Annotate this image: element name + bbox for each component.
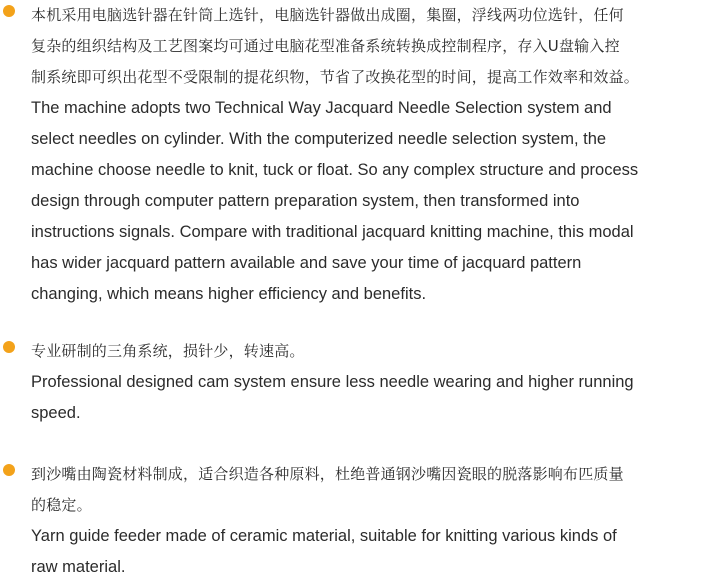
english-text-line: speed. xyxy=(31,404,81,422)
english-text-line: The machine adopts two Technical Way Jacquard Needle Selection system and xyxy=(31,99,612,117)
feature-text xyxy=(31,459,701,583)
english-text-line: raw material. xyxy=(31,558,126,576)
bullet-icon xyxy=(3,5,15,17)
feature-text xyxy=(31,0,701,310)
chinese-text-line: 的稳定。 xyxy=(31,496,92,514)
chinese-text-line: 到沙嘴由陶瓷材料制成，适合织造各种原料，杜绝普通钢沙嘴因瓷眼的脱落影响布匹质量 xyxy=(31,465,624,483)
english-text-line: machine choose needle to knit, tuck or float. So any complex structure and process xyxy=(31,161,639,179)
english-text-line: instructions signals. Compare with traditional jacquard knitting machine, this modal xyxy=(31,223,634,241)
english-text-line: design through computer pattern preparation system, then transformed into xyxy=(31,192,580,210)
english-text-line: Yarn guide feeder made of ceramic material, suitable for knitting various kinds of xyxy=(31,527,617,545)
english-text-line: select needles on cylinder. With the computerized needle selection system, the xyxy=(31,130,607,148)
feature-text xyxy=(31,336,701,429)
chinese-text-line: 复杂的组织结构及工艺图案均可通过电脑花型准备系统转换成控制程序，存入U盘输入控 xyxy=(31,37,620,55)
chinese-text-line: 制系统即可织出花型不受限制的提花织物，节省了改换花型的时间，提高工作效率和效益。 xyxy=(31,68,640,86)
chinese-text-line: 专业研制的三角系统，损针少，转速高。 xyxy=(31,342,305,360)
english-text-line: Professional designed cam system ensure less needle wearing and higher running xyxy=(31,373,634,391)
bullet-icon xyxy=(3,464,15,476)
bullet-icon xyxy=(3,341,15,353)
english-text-line: has wider jacquard pattern available and save your time of jacquard pattern xyxy=(31,254,582,272)
english-text-line: changing, which means higher efficiency and benefits. xyxy=(31,285,427,303)
chinese-text-line: 本机采用电脑选针器在针筒上选针，电脑选针器做出成圈，集圈，浮线两功位选针，任何 xyxy=(31,6,624,24)
